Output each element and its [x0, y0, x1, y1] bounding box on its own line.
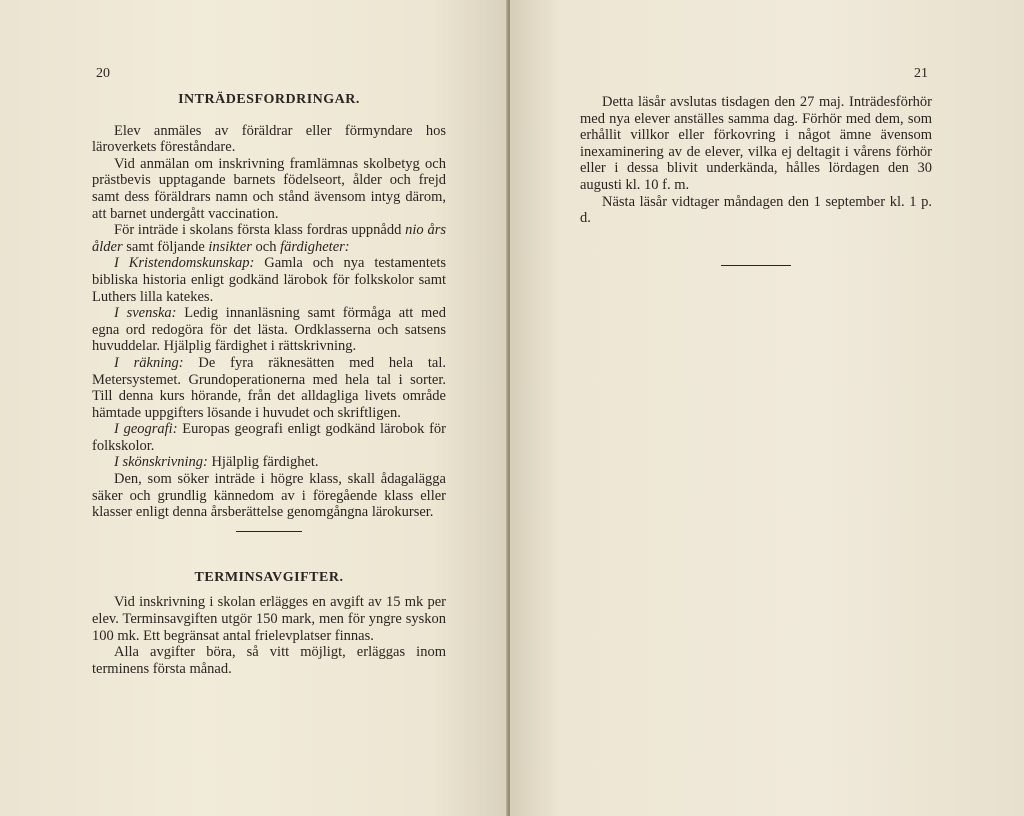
subject-label: I geografi: — [114, 421, 178, 438]
subject-text: Ledig innanläsning samt förmåga att med egna ord redogöra för det lästa. Ordklasserna och satsens huvuddelar. Hjälplig färdighet i rättskrivning. — [92, 305, 446, 355]
subject-text: Gamla och nya testamentets bibliska historia enligt godkänd lärobok för folkskolor samt Luthers lilla katekes. — [92, 255, 446, 305]
paragraph-geografi — [92, 421, 446, 454]
paragraph-avgift: Vid inskrivning i skolan erlägges en avgift av 15 mk per elev. Terminsavgiften utgör 150 mark, men för yngre syskon 100 mk. Ett begränsat antal frielevplatser finnas. — [92, 594, 446, 644]
paragraph-avgifter-erlaggas: Alla avgifter böra, så vitt möjligt, erläggas inom terminens första månad. — [92, 644, 446, 677]
paragraph-skonskrivning — [92, 454, 446, 471]
subject-label: I svenska: — [114, 305, 177, 322]
left-page-text-column — [92, 92, 446, 677]
paragraph-forsta-klass — [92, 222, 446, 255]
subject-label: I Kristendomskunskap: — [114, 255, 255, 272]
heading-intradesfordringar: INTRÄDESFORDRINGAR. — [178, 92, 360, 107]
subject-label: I räkning: — [114, 354, 184, 371]
text-span: samt följande — [122, 238, 209, 255]
paragraph-kristendomskunskap — [92, 255, 446, 305]
right-page-text-column — [580, 94, 932, 266]
end-divider — [721, 265, 791, 266]
subject-text: De fyra räknesätten med hela tal. Metersystemet. Grundoperationerna med hela tal i sorter. Till denna kurs hörande, från det alldagliga livets område hämtade uppgifters lösande i huvudet och skriftligen. — [92, 354, 446, 421]
left-page — [0, 0, 508, 816]
text-span: och — [251, 238, 281, 255]
subject-text: Hjälplig färdighet. — [207, 454, 319, 471]
subject-text: Europas geografi enligt godkänd lärobok för folkskolor. — [92, 421, 446, 454]
paragraph-anmalan: Elev anmäles av föräldrar eller förmyndare hos läroverkets föreståndare. — [92, 122, 446, 156]
page-number-right: 21 — [914, 66, 928, 81]
heading-terminsavgifter: TERMINSAVGIFTER. — [194, 569, 344, 585]
emphasis-fardigheter: färdigheter: — [280, 238, 350, 255]
paragraph-inskrivning: Vid anmälan om inskrivning framlämnas skolbetyg och prästbevis upptagande barnets födelseort, ålder och frejd samt dess föräldrars namn och stånd ävensom intyg därom, att barnet undergått vaccination. — [92, 155, 446, 222]
emphasis-age: nio års ålder — [92, 222, 446, 255]
page-number-left: 20 — [96, 66, 110, 81]
section-divider — [236, 531, 302, 532]
paragraph-svenska — [92, 305, 446, 355]
paragraph-lasar-avslutas: Detta läsår avslutas tisdagen den 27 maj. Inträdesförhör med nya elever anställes samma dag. Förhör med dem, som erhållit villkor eller förkovring i något ämne ävensom inexaminering av de elever, vilka ej deltagit i vårens förhör eller i dessa blivit underkända, hålles lördagen den 30 augusti kl. 10 f. m. — [580, 94, 932, 193]
emphasis-insikter: insikter — [208, 238, 252, 255]
paragraph-nasta-lasar: Nästa läsår vidtager måndagen den 1 september kl. 1 p. d. — [580, 193, 932, 227]
right-page — [510, 0, 1024, 816]
text-span: För inträde i skolans första klass fordras uppnådd — [114, 222, 406, 239]
paragraph-rakning — [92, 355, 446, 421]
paragraph-hogre-klass: Den, som söker inträde i högre klass, skall ådagalägga säker och grundlig kännedom av i föregående klass eller klasser enligt denna årsberättelse genomgångna lärokurser. — [92, 471, 446, 521]
subject-label: I skönskrivning: — [114, 454, 208, 471]
